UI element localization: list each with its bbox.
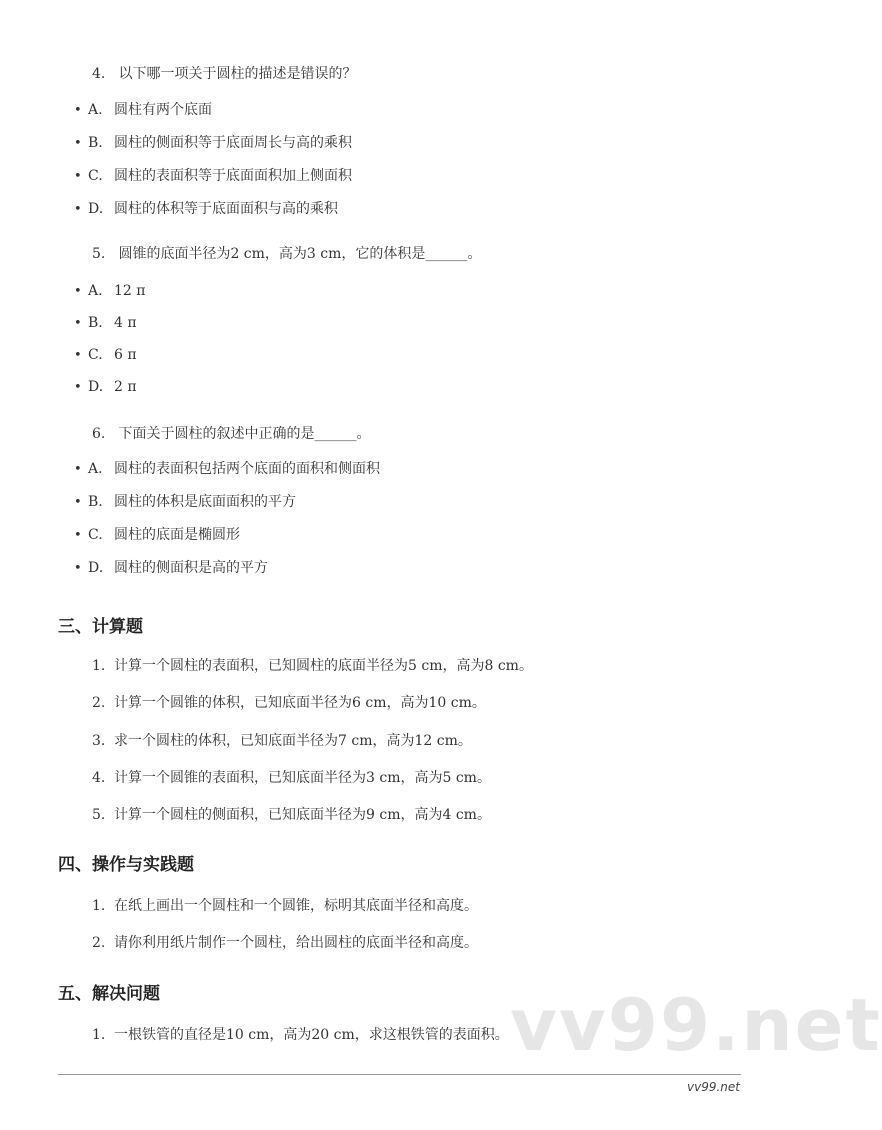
option-4d xyxy=(74,199,338,220)
option-text: 圆柱的表面积包括两个底面的面积和侧面积 xyxy=(114,461,380,477)
question-number: 6. xyxy=(92,426,106,442)
option-letter: C. xyxy=(88,527,103,543)
option-text: 圆柱的体积是底面面积的平方 xyxy=(114,494,296,510)
item-text: 一根铁管的直径是10 cm，高为20 cm，求这根铁管的表面积。 xyxy=(114,1027,509,1043)
option-letter: A. xyxy=(88,461,103,477)
calc-item-4 xyxy=(92,768,491,788)
option-6a xyxy=(74,459,380,480)
option-text: 圆柱的体积等于底面面积与高的乘积 xyxy=(114,201,338,217)
option-4a xyxy=(74,100,212,121)
option-letter: B. xyxy=(88,494,103,510)
section-title-calculation: 三、计算题 xyxy=(58,617,143,637)
calc-item-2 xyxy=(92,693,486,713)
question-number: 4. xyxy=(92,66,106,82)
question-5 xyxy=(92,244,481,264)
option-letter: A. xyxy=(88,102,103,118)
practice-item-2 xyxy=(92,933,478,953)
bullet: • xyxy=(74,561,82,576)
item-text: 请你利用纸片制作一个圆柱，给出圆柱的底面半径和高度。 xyxy=(114,935,478,951)
option-letter: A. xyxy=(88,283,103,299)
option-5d xyxy=(74,377,137,398)
bullet: • xyxy=(74,462,82,477)
option-letter: B. xyxy=(88,135,103,151)
item-text: 计算一个圆柱的表面积，已知圆柱的底面半径为5 cm，高为8 cm。 xyxy=(114,658,533,674)
question-6 xyxy=(92,424,370,444)
question-number: 5. xyxy=(92,246,106,262)
question-text: 以下哪一项关于圆柱的描述是错误的？ xyxy=(118,66,357,82)
question-text: 圆锥的底面半径为2 cm，高为3 cm，它的体积是______。 xyxy=(118,246,482,262)
option-text: 圆柱的底面是椭圆形 xyxy=(114,527,240,543)
option-letter: C. xyxy=(88,347,103,363)
option-text: 12 π xyxy=(114,283,146,299)
section-title-practice: 四、操作与实践题 xyxy=(58,855,194,875)
bullet: • xyxy=(74,284,82,299)
bullet: • xyxy=(74,169,82,184)
problem-item-1 xyxy=(92,1025,509,1045)
watermark-text: vv99.net xyxy=(510,983,882,1067)
practice-item-1 xyxy=(92,896,478,916)
option-5c xyxy=(74,345,137,366)
option-text: 6 π xyxy=(114,347,137,363)
calc-item-1 xyxy=(92,656,533,676)
option-text: 圆柱的侧面积等于底面周长与高的乘积 xyxy=(114,135,352,151)
option-letter: D. xyxy=(88,379,104,395)
item-text: 计算一个圆锥的表面积，已知底面半径为3 cm，高为5 cm。 xyxy=(114,770,491,786)
item-number: 1. xyxy=(92,1027,106,1043)
item-number: 5. xyxy=(92,807,106,823)
item-number: 2. xyxy=(92,935,106,951)
calc-item-3 xyxy=(92,731,472,751)
bullet: • xyxy=(74,348,82,363)
bullet: • xyxy=(74,495,82,510)
bullet: • xyxy=(74,202,82,217)
option-text: 2 π xyxy=(114,379,137,395)
footer-divider xyxy=(58,1074,741,1075)
bullet: • xyxy=(74,380,82,395)
bullet: • xyxy=(74,528,82,543)
section-title-problem-solving: 五、解决问题 xyxy=(58,984,160,1004)
question-4 xyxy=(92,64,356,84)
option-text: 圆柱的侧面积是高的平方 xyxy=(114,560,268,576)
item-text: 计算一个圆锥的体积，已知底面半径为6 cm，高为10 cm。 xyxy=(114,695,486,711)
item-text: 计算一个圆柱的侧面积，已知底面半径为9 cm，高为4 cm。 xyxy=(114,807,491,823)
option-6d xyxy=(74,558,268,579)
option-letter: B. xyxy=(88,315,103,331)
item-text: 在纸上画出一个圆柱和一个圆锥，标明其底面半径和高度。 xyxy=(114,898,478,914)
bullet: • xyxy=(74,136,82,151)
option-letter: C. xyxy=(88,168,103,184)
option-text: 圆柱有两个底面 xyxy=(114,102,212,118)
bullet: • xyxy=(74,103,82,118)
option-6c xyxy=(74,525,240,546)
option-text: 圆柱的表面积等于底面面积加上侧面积 xyxy=(114,168,352,184)
option-6b xyxy=(74,492,296,513)
item-number: 1. xyxy=(92,898,106,914)
option-5a xyxy=(74,281,145,302)
item-number: 4. xyxy=(92,770,106,786)
question-text: 下面关于圆柱的叙述中正确的是______。 xyxy=(118,426,371,442)
item-number: 3. xyxy=(92,733,106,749)
option-4c xyxy=(74,166,352,187)
item-text: 求一个圆柱的体积，已知底面半径为7 cm，高为12 cm。 xyxy=(114,733,472,749)
item-number: 2. xyxy=(92,695,106,711)
item-number: 1. xyxy=(92,658,106,674)
option-letter: D. xyxy=(88,201,104,217)
option-5b xyxy=(74,313,137,334)
footer-site-label: vv99.net xyxy=(687,1080,740,1094)
option-4b xyxy=(74,133,352,154)
bullet: • xyxy=(74,316,82,331)
option-text: 4 π xyxy=(114,315,137,331)
option-letter: D. xyxy=(88,560,104,576)
calc-item-5 xyxy=(92,805,491,825)
